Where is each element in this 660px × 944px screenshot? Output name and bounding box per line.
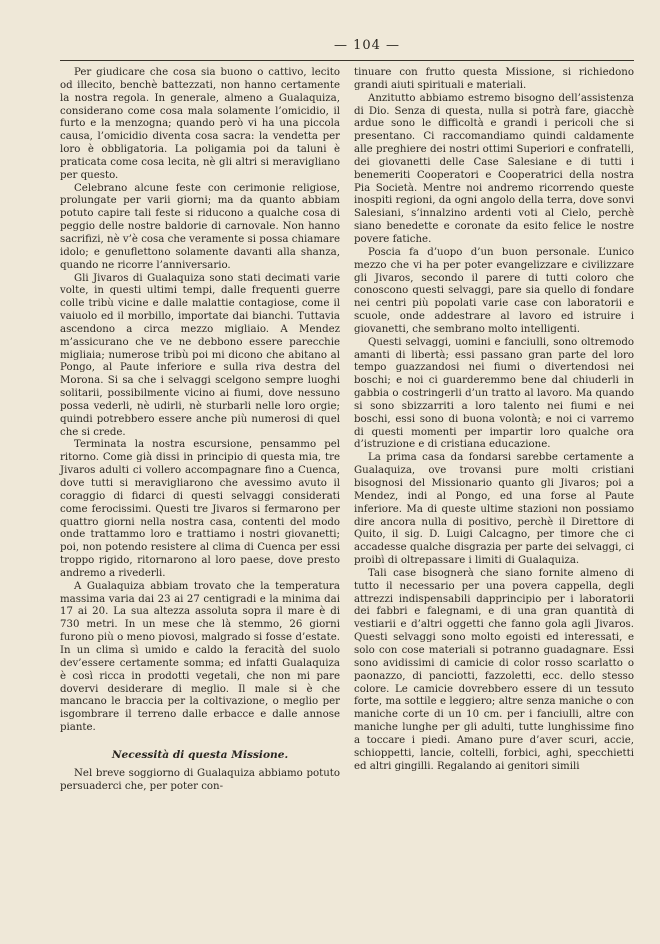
paragraph: A Gualaquiza abbiam trovato che la temperatura massima varia dai 23 ai 27 centigradi e la minima dai 17 ai 20. La sua altezza assoluta sopra il mare è di 730 metri. In un mese che là stemmo, 26 giorni furono più o meno piovosi, malgrado si fosse d’estate. In un clima sì umido e caldo la feracità del suolo dev’essere certamente somma; ed infatti Gualaquiza è così ricca in prodotti vegetali, che non mi pare dovervi desiderare di meglio. Il male si è che mancano le braccia per la coltivazione, o meglio per isgombrare il terreno dalle erbacce e dalle annose piante. xyxy=(60,580,340,734)
paragraph: La prima casa da fondarsi sarebbe certamente a Gualaquiza, ove trovansi pure molti cristiani bisognosi del Missionario quanto gli Jivaros; poi a Mendez, indi al Pongo, ed una forse al Paute inferiore. Ma di queste ultime stazioni non possiamo dire ancora nulla di positivo, perchè il Direttore di Quito, il sig. D. Luigi Calcagno, per timore che ci accadesse qualche disgrazia per parte dei selvaggi, ci proibì di oltrepassare i limiti di Gualaquiza. xyxy=(354,452,634,567)
paragraph: Nel breve soggiorno di Gualaquiza abbiamo potuto persuaderci che, per poter con- xyxy=(60,767,340,792)
paragraph: Anzitutto abbiamo estremo bisogno dell’assistenza di Dio. Senza di questa, nulla si potrà fare, giacchè ardue sono le difficoltà e grandi i pericoli che si presentano. Ci raccomandiamo quindi caldamente alle preghiere dei nostri ottimi Superiori e confratelli, dei giovanetti delle Case Salesiane e di tutti i benemeriti Cooperatori e Cooperatrici della nostra Pia Società. Mentre noi andremo ricorrendo queste inospiti regioni, da ogni angolo della terra, dove sonvi Salesiani, s’innalzino ardenti voti al Cielo, perchè siano benedette e coronate da esito felice le nostre povere fatiche. xyxy=(354,92,634,245)
paragraph: Tali case bisognerà che siano fornite almeno di tutto il necessario per una povera cappella, degli attrezzi indispensabili dapprincipio per i laboratorii dei fabbri e falegnami, e di una gran quantità di vestiarii e d’altri oggetti che fanno gola agli Jivaros. Questi selvaggi sono molto egoisti ed interessati, e solo con cose materiali si potranno guadagnare. Essi sono avidissimi di camicie di color rosso scarlatto o paonazzo, di panciotti, fazzoletti, ecc. dello stesso colore. Le camicie dovrebbero essere di un tessuto forte, ma sottile e leggiero; altre senza maniche o con maniche corte di un 10 cm. per i fanciulli, altre con maniche lunghe per gli adulti, tutte lunghissime fino a toccare i piedi. Amano pure d’aver scuri, accie, schioppetti, lancie, coltelli, forbici, aghi, specchietti ed altri gingilli. Regalando ai genitori simili xyxy=(354,567,634,772)
paragraph: Gli Jivaros di Gualaquiza sono stati decimati varie volte, in questi ultimi tempi, dalle frequenti guerre colle tribù vicine e dalle malattie contagiose, come il vaiuolo ed il morbillo, importate dai bianchi. Tuttavia ascendono a circa mezzo migliaio. A Mendez m’assicurano che ve ne debbono essere parecchie migliaia; numerose tribù poi mi dicono che abitano al Pongo, al Paute inferiore e sulla riva destra del Morona. Si sa che i selvaggi scelgono sempre luoghi solitarii, possibilmente vicino ai fiumi, dove nessuno possa vederli, nè udirli, nè sturbarli nelle loro orgie; quindi potrebbero essere anche più numerosi di quel che si crede. xyxy=(60,272,340,438)
paragraph: Celebrano alcune feste con cerimonie religiose, prolungate per varii giorni; ma da quanto abbiam potuto capire tali feste si riducono a qualche cosa di peggio delle nostre baldorie di carnovale. Non hanno sacrifizi, nè v’è cosa che veramente si possa chiamare idolo; e genuflettono solamente davanti alla shanza, quando ne ricorre l’anniversario. xyxy=(60,182,340,271)
left-column xyxy=(60,67,340,793)
right-column xyxy=(354,67,634,793)
page-number: — 104 — xyxy=(333,38,401,53)
header-rule xyxy=(60,60,634,61)
section-title: Necessità di questa Missione. xyxy=(111,748,289,761)
paragraph: Questi selvaggi, uomini e fanciulli, sono oltremodo amanti di libertà; essi passano gran parte del loro tempo guazzandosi nei fiumi o divertendosi nei boschi; e noi ci guarderemmo bene dal chiuderli in gabbia o costringerli d’un tratto al lavoro. Ma quando si sono sbizzarriti a loro talento nei fiumi e nei boschi, essi sono di buona volontà; e noi ci varremo di questi momenti per impartir loro qualche ora d’istruzione e di cristiana educazione. xyxy=(354,336,634,451)
paragraph: Per giudicare che cosa sia buono o cattivo, lecito od illecito, benchè battezzati, non hanno certamente la nostra regola. In generale, almeno a Gualaquiza, considerano come cosa mala solamente l’omicidio, il furto e la menzogna; quando però vi ha una piccola causa, l’omicidio diventa cosa sacra: la vendetta per loro è obbligatoria. La poligamia poi da taluni è praticata come cosa lecita, nè gli altri si meravigliano per questo. xyxy=(60,67,340,181)
text-columns xyxy=(60,67,634,793)
paragraph: tinuare con frutto questa Missione, si richiedono grandi aiuti spirituali e materiali. xyxy=(354,67,634,91)
paragraph: Terminata la nostra escursione, pensammo pel ritorno. Come già dissi in principio di questa mia, tre Jivaros adulti ci vollero accompagnare fino a Cuenca, dove tutti si meravigliarono che avessimo avuto il coraggio di fidarci di questi selvaggi considerati come ferocissimi. Questi tre Jivaros si fermarono per quattro giorni nella nostra casa, contenti del modo onde trattammo loro e trattiamo i nostri giovanetti; poi, non potendo resistere al clima di Cuenca per essi troppo rigido, ritornarono al loro paese, dove presto andremo a rivederli. xyxy=(60,439,340,579)
paragraph: Poscia fa d’uopo d’un buon personale. L’unico mezzo che vi ha per poter evangelizzare e civilizzare gli Jivaros, secondo il parere di tutti coloro che conoscono questi selvaggi, pare sia quello di fondare nei centri più popolati varie case con laboratorii e scuole, onde addestrare al lavoro ed istruire i giovanetti, che sembrano molto intelligenti. xyxy=(354,246,634,335)
